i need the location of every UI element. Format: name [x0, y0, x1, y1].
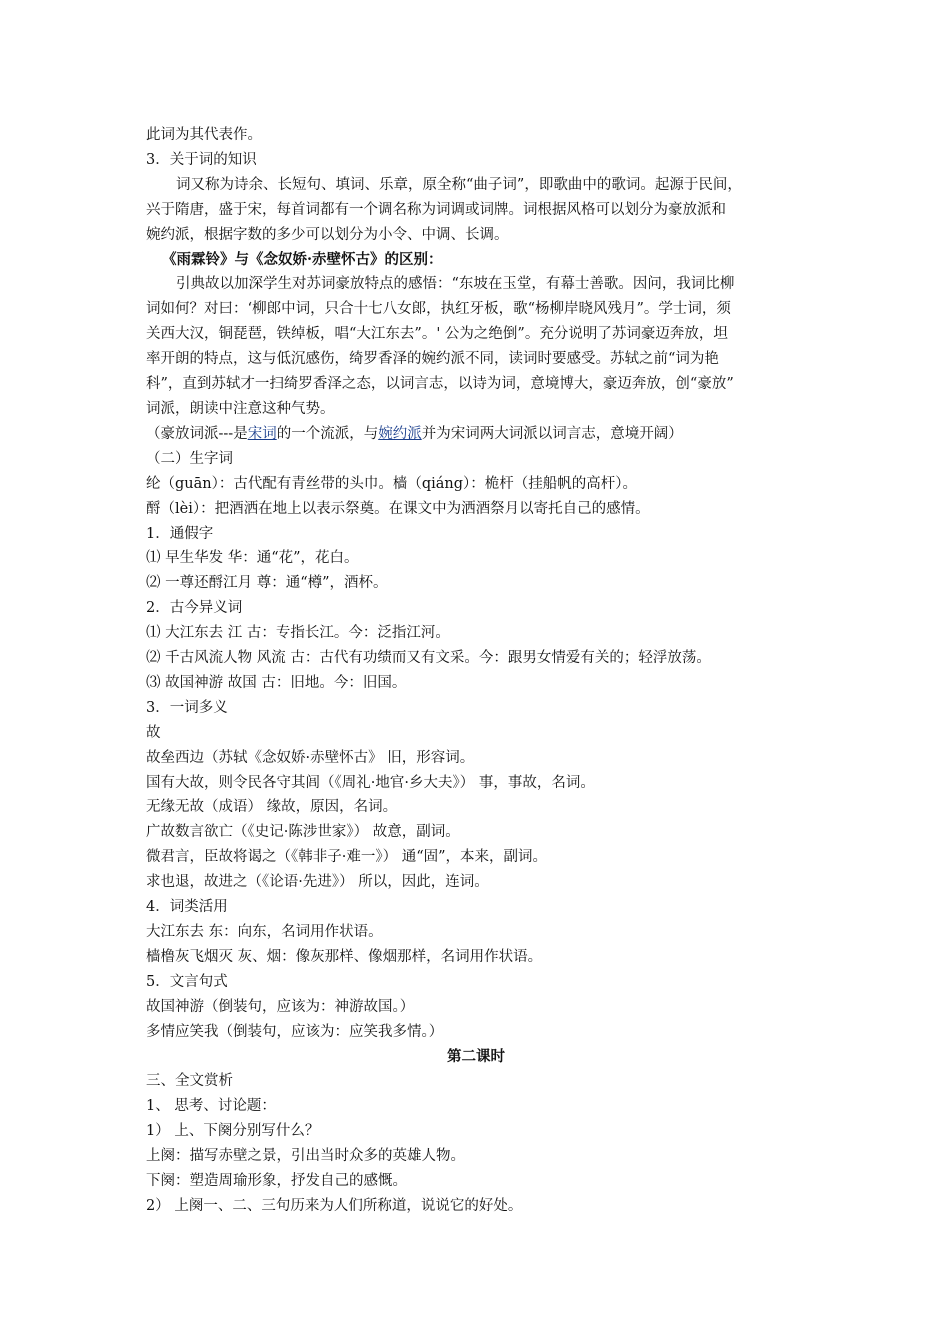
- text-line: 故垒西边（苏轼《念奴娇·赤壁怀古》 旧，形容词。: [146, 749, 475, 766]
- text-line: 故: [146, 724, 161, 741]
- text-line: ⑴ 大江东去 江 古：专指长江。今：泛指江河。: [146, 625, 450, 642]
- document-page: [146, 123, 806, 1219]
- text-line: ⑵ 一尊还酹江月 尊：通“樽”，酒杯。: [146, 575, 388, 592]
- text-line: 求也退，故进之（《论语·先进》） 所以，因此，连词。: [146, 874, 489, 891]
- note-line-haofang: [146, 422, 806, 447]
- text-line: 第二课时: [447, 1047, 505, 1065]
- text-line: 国有大故，则令民各守其闾（《周礼·地官·乡大夫》） 事，事故，名词。: [146, 774, 595, 791]
- text-line: ⑵ 千古风流人物 风流 古：古代有功绩而又有文采。今：跟男女情爱有关的；轻浮放荡。: [146, 650, 711, 667]
- text-block-intro: [146, 123, 806, 422]
- text-line: 1） 上、下阕分别写什么？: [146, 1123, 320, 1140]
- text-line: 4．词类活用: [146, 899, 228, 916]
- note-text-1: （豪放词派---是: [146, 425, 248, 442]
- text-line: 5．文言句式: [146, 973, 228, 990]
- text-line: 率开朗的特点，这与低沉感伤，绮罗香泽的婉约派不同，读词时要感受。苏轼之前“词为艳: [146, 351, 719, 368]
- text-line: 1、 思考、讨论题：: [146, 1098, 276, 1115]
- text-line: 兴于隋唐，盛于宋，每首词都有一个调名称为词调或词牌。词根据风格可以划分为豪放派和: [146, 201, 726, 218]
- text-line: 3．一词多义: [146, 699, 228, 716]
- text-line: （二）生字词: [146, 450, 233, 467]
- note-text-2: 的一个流派，与: [276, 425, 379, 442]
- text-line: 无缘无故（成语） 缘故，原因，名词。: [146, 799, 398, 816]
- text-line: 故国神游（倒装句，应该为：神游故国。）: [146, 998, 415, 1015]
- text-line: 2．古今异义词: [146, 600, 243, 617]
- link-wanyuepai[interactable]: 婉约派: [378, 425, 422, 442]
- text-line: 上阕：描写赤壁之景，引出当时众多的英雄人物。: [146, 1148, 465, 1165]
- text-line: 微君言，臣故将谒之（《韩非子·难一》） 通“固”，本来，副词。: [146, 849, 548, 866]
- text-line: 词又称为诗余、长短句、填词、乐章，原全称“曲子词”，即歌曲中的歌词。起源于民间，: [176, 176, 742, 193]
- text-line: 酹（lèi）：把酒洒在地上以表示祭奠。在课文中为洒酒祭月以寄托自己的感情。: [146, 500, 650, 517]
- text-line: 《雨霖铃》与《念奴娇·赤壁怀古》的区别：: [162, 250, 443, 268]
- text-line: 纶（guān）：古代配有青丝带的头巾。樯（qiáng）：桅杆（挂船帆的高杆）。: [146, 475, 638, 492]
- text-line: 婉约派，根据字数的多少可以划分为小令、中调、长调。: [146, 226, 509, 243]
- text-line: ⑶ 故国神游 故国 古：旧地。今：旧国。: [146, 674, 407, 691]
- note-text-3: 并为宋词两大词派以词言志，意境开阔）: [421, 425, 683, 442]
- text-line: ⑴ 早生华发 华：通“花”，花白。: [146, 550, 359, 567]
- text-line: 广故数言欲亡（《史记·陈涉世家》） 故意，副词。: [146, 824, 460, 841]
- text-line: 此词为其代表作。: [146, 127, 262, 143]
- text-line: 大江东去 东：向东，名词用作状语。: [146, 924, 383, 940]
- text-line: 1．通假字: [146, 525, 214, 542]
- text-line: 词如何？对曰：‘柳郎中词，只合十七八女郎，执红牙板，歌“杨柳岸晓风残月”。学士词，须: [146, 301, 731, 318]
- text-line: 词派，朗读中注意这种气势。: [146, 400, 335, 417]
- text-line: 科”，直到苏轼才一扫绮罗香泽之态，以词言志，以诗为词，意境博大，豪迈奔放，创“豪放”: [146, 376, 734, 393]
- link-songci[interactable]: 宋词: [247, 425, 277, 442]
- text-block-vocab: [146, 447, 806, 1219]
- text-line: 三、全文赏析: [146, 1073, 233, 1090]
- text-line: 多情应笑我（倒装句，应该为：应笑我多情。）: [146, 1023, 444, 1040]
- text-line: 樯橹灰飞烟灭 灰、烟：像灰那样、像烟那样，名词用作状语。: [146, 948, 543, 965]
- text-line: 2） 上阕一、二、三句历来为人们所称道，说说它的好处。: [146, 1197, 523, 1214]
- text-line: 引典故以加深学生对苏词豪放特点的感悟：“东坡在玉堂，有幕士善歌。因问，我词比柳: [176, 276, 735, 293]
- text-line: 关西大汉，铜琵琶，铁绰板，唱“大江东去”。' 公为之绝倒”。充分说明了苏词豪迈奔放，坦: [146, 326, 728, 343]
- text-line: 下阕：塑造周瑜形象，抒发自己的感慨。: [146, 1173, 407, 1190]
- text-line: 3．关于词的知识: [146, 151, 257, 168]
